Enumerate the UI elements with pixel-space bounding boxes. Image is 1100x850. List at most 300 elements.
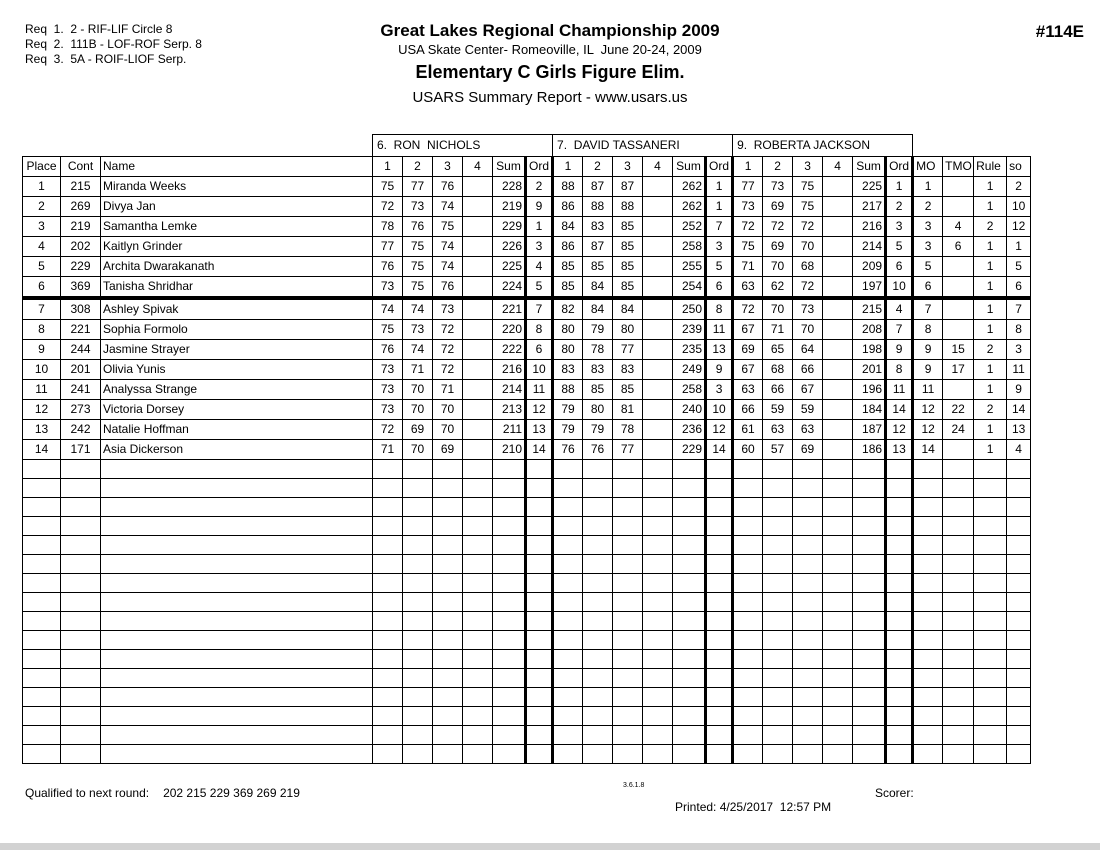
score-cell-4	[463, 237, 493, 257]
score-cell	[373, 574, 403, 593]
printed-label: Printed:	[675, 800, 717, 814]
score-cell: 80	[553, 340, 583, 360]
mo-cell: 3	[913, 217, 943, 237]
ord-cell	[526, 707, 553, 726]
sum-cell	[493, 574, 526, 593]
score-cell	[373, 612, 403, 631]
sum-cell: 197	[853, 277, 886, 299]
score-cell	[793, 707, 823, 726]
score-cell	[433, 574, 463, 593]
sum-cell: 211	[493, 420, 526, 440]
col-header-judge1-4: 4	[463, 157, 493, 177]
so-cell	[1007, 498, 1031, 517]
requirement-1: Req 1. 2 - RIF-LIF Circle 8	[25, 22, 173, 36]
empty-row	[23, 593, 1031, 612]
sum-cell: 220	[493, 320, 526, 340]
score-cell: 83	[553, 360, 583, 380]
score-cell: 70	[433, 420, 463, 440]
sum-cell: 252	[673, 217, 706, 237]
score-cell	[613, 479, 643, 498]
ord-cell	[706, 688, 733, 707]
score-cell: 85	[613, 380, 643, 400]
score-cell: 75	[403, 277, 433, 299]
result-row	[23, 257, 1031, 277]
score-cell	[643, 745, 673, 764]
rule-cell: 2	[974, 217, 1007, 237]
score-cell: 70	[793, 237, 823, 257]
ord-cell	[526, 517, 553, 536]
rule-cell	[974, 574, 1007, 593]
sum-cell	[853, 479, 886, 498]
judge-3-name: 9. ROBERTA JACKSON	[733, 135, 913, 157]
so-cell: 2	[1007, 177, 1031, 197]
empty-row	[23, 707, 1031, 726]
ord-cell	[526, 593, 553, 612]
so-cell: 12	[1007, 217, 1031, 237]
score-cell-4	[643, 400, 673, 420]
column-header-row	[23, 157, 1031, 177]
sum-cell: 258	[673, 380, 706, 400]
score-cell	[553, 555, 583, 574]
score-cell: 80	[583, 400, 613, 420]
so-cell	[1007, 612, 1031, 631]
mo-cell: 3	[913, 237, 943, 257]
sum-cell: 210	[493, 440, 526, 460]
score-cell	[763, 612, 793, 631]
place-cell: 14	[23, 440, 61, 460]
sum-cell: 217	[853, 197, 886, 217]
score-cell-4	[463, 360, 493, 380]
score-cell	[463, 479, 493, 498]
ord-cell: 12	[886, 420, 913, 440]
tmo-cell	[943, 669, 974, 688]
score-cell	[373, 460, 403, 479]
place-cell: 11	[23, 380, 61, 400]
sum-cell: 228	[493, 177, 526, 197]
mo-cell	[913, 688, 943, 707]
rule-cell: 2	[974, 400, 1007, 420]
score-cell	[433, 460, 463, 479]
score-cell	[733, 612, 763, 631]
ord-cell: 11	[526, 380, 553, 400]
name-cell: Asia Dickerson	[101, 440, 373, 460]
score-cell: 71	[433, 380, 463, 400]
score-cell	[643, 688, 673, 707]
cont-cell: 219	[61, 217, 101, 237]
sum-cell	[853, 536, 886, 555]
ord-cell	[706, 479, 733, 498]
cont-cell	[61, 688, 101, 707]
ord-cell	[526, 536, 553, 555]
score-cell: 67	[733, 360, 763, 380]
report-type-line: USARS Summary Report - www.usars.us	[412, 89, 688, 106]
place-cell	[23, 498, 61, 517]
score-cell: 85	[583, 257, 613, 277]
score-cell: 83	[583, 360, 613, 380]
rule-cell	[974, 460, 1007, 479]
col-header-tmo: TMO	[943, 157, 974, 177]
rule-cell: 1	[974, 177, 1007, 197]
venue-line: USA Skate Center- Romeoville, IL June 20-24, 2009	[398, 42, 702, 57]
sum-cell	[493, 612, 526, 631]
score-cell: 61	[733, 420, 763, 440]
score-cell	[553, 688, 583, 707]
score-cell	[733, 726, 763, 745]
sum-cell: 222	[493, 340, 526, 360]
score-cell	[643, 631, 673, 650]
score-cell: 69	[763, 197, 793, 217]
score-cell: 73	[763, 177, 793, 197]
score-cell-4	[643, 257, 673, 277]
requirement-3: Req 3. 5A - ROIF-LIOF Serp.	[25, 52, 187, 66]
sum-cell: 184	[853, 400, 886, 420]
score-cell-4	[643, 360, 673, 380]
so-cell: 6	[1007, 277, 1031, 299]
empty-row	[23, 650, 1031, 669]
mo-cell: 11	[913, 380, 943, 400]
rule-cell	[974, 707, 1007, 726]
col-header-so: so	[1007, 157, 1031, 177]
ord-cell: 3	[526, 237, 553, 257]
score-cell	[613, 555, 643, 574]
score-cell	[433, 479, 463, 498]
requirement-2: Req 2. 111B - LOF-ROF Serp. 8	[25, 37, 202, 51]
place-cell: 7	[23, 298, 61, 320]
ord-cell: 7	[886, 320, 913, 340]
score-cell: 76	[403, 217, 433, 237]
sum-cell	[673, 574, 706, 593]
score-cell: 85	[583, 380, 613, 400]
so-cell: 7	[1007, 298, 1031, 320]
competition-title: Great Lakes Regional Championship 2009	[380, 21, 720, 40]
place-cell: 1	[23, 177, 61, 197]
score-cell	[643, 517, 673, 536]
ord-cell: 1	[886, 177, 913, 197]
score-cell	[403, 479, 433, 498]
score-cell: 69	[793, 440, 823, 460]
ord-cell: 5	[706, 257, 733, 277]
name-cell: Miranda Weeks	[101, 177, 373, 197]
sum-cell: 216	[493, 360, 526, 380]
score-cell: 75	[373, 320, 403, 340]
score-cell: 69	[763, 237, 793, 257]
score-cell: 75	[793, 177, 823, 197]
rule-cell: 1	[974, 320, 1007, 340]
score-cell	[583, 460, 613, 479]
ord-cell: 10	[526, 360, 553, 380]
sum-cell: 219	[493, 197, 526, 217]
place-cell	[23, 745, 61, 764]
score-cell-4	[823, 237, 853, 257]
score-cell	[643, 669, 673, 688]
score-cell	[733, 745, 763, 764]
col-header-rule: Rule	[974, 157, 1007, 177]
score-cell	[403, 498, 433, 517]
ord-cell: 13	[886, 440, 913, 460]
mo-cell	[913, 479, 943, 498]
cont-cell	[61, 726, 101, 745]
score-cell	[553, 707, 583, 726]
score-cell: 79	[553, 400, 583, 420]
tmo-cell: 24	[943, 420, 974, 440]
so-cell	[1007, 593, 1031, 612]
mo-cell: 9	[913, 360, 943, 380]
score-cell: 71	[733, 257, 763, 277]
cont-cell	[61, 498, 101, 517]
score-cell	[763, 707, 793, 726]
score-cell	[433, 726, 463, 745]
mo-cell	[913, 745, 943, 764]
cont-cell	[61, 650, 101, 669]
name-cell: Natalie Hoffman	[101, 420, 373, 440]
ord-cell: 3	[886, 217, 913, 237]
ord-cell	[706, 669, 733, 688]
score-cell: 73	[403, 320, 433, 340]
place-cell: 2	[23, 197, 61, 217]
sum-cell: 209	[853, 257, 886, 277]
score-cell	[463, 669, 493, 688]
sum-cell	[853, 688, 886, 707]
tmo-cell	[943, 380, 974, 400]
ord-cell: 1	[526, 217, 553, 237]
score-cell	[763, 688, 793, 707]
score-cell-4	[463, 257, 493, 277]
ord-cell	[526, 555, 553, 574]
score-cell	[463, 574, 493, 593]
so-cell: 4	[1007, 440, 1031, 460]
score-cell: 83	[613, 360, 643, 380]
ord-cell	[706, 574, 733, 593]
mo-cell	[913, 650, 943, 669]
name-cell	[101, 536, 373, 555]
name-cell	[101, 688, 373, 707]
so-cell	[1007, 669, 1031, 688]
score-cell: 63	[793, 420, 823, 440]
score-cell	[793, 745, 823, 764]
tmo-cell: 17	[943, 360, 974, 380]
score-cell-4	[823, 440, 853, 460]
cont-cell	[61, 555, 101, 574]
score-cell: 74	[433, 257, 463, 277]
header-titles	[150, 20, 950, 107]
score-cell: 84	[583, 298, 613, 320]
place-cell: 5	[23, 257, 61, 277]
score-cell-4	[823, 320, 853, 340]
score-cell-4	[463, 177, 493, 197]
ord-cell	[706, 612, 733, 631]
score-cell-4	[463, 400, 493, 420]
score-cell	[463, 707, 493, 726]
score-cell	[583, 479, 613, 498]
sum-cell: 215	[853, 298, 886, 320]
mo-cell	[913, 536, 943, 555]
name-cell	[101, 574, 373, 593]
sum-cell: 214	[493, 380, 526, 400]
place-cell	[23, 555, 61, 574]
score-cell	[373, 631, 403, 650]
ord-cell: 1	[706, 197, 733, 217]
score-cell	[553, 745, 583, 764]
score-cell: 76	[433, 277, 463, 299]
tmo-cell	[943, 688, 974, 707]
empty-row	[23, 745, 1031, 764]
score-cell	[553, 593, 583, 612]
sum-cell: 225	[853, 177, 886, 197]
sum-cell: 240	[673, 400, 706, 420]
sum-cell: 254	[673, 277, 706, 299]
ord-cell: 7	[706, 217, 733, 237]
col-header-judge1-ord: Ord	[526, 157, 553, 177]
score-cell-4	[643, 197, 673, 217]
name-cell: Jasmine Strayer	[101, 340, 373, 360]
cont-cell	[61, 631, 101, 650]
ord-cell	[526, 726, 553, 745]
score-cell	[373, 688, 403, 707]
corner-blank-right	[913, 135, 1031, 157]
score-cell	[793, 536, 823, 555]
rule-cell: 1	[974, 237, 1007, 257]
sum-cell	[673, 479, 706, 498]
score-cell: 59	[763, 400, 793, 420]
score-cell-4	[823, 257, 853, 277]
score-cell	[373, 650, 403, 669]
sum-cell: 198	[853, 340, 886, 360]
score-cell	[373, 536, 403, 555]
ord-cell	[706, 498, 733, 517]
score-cell: 75	[433, 217, 463, 237]
score-cell: 73	[403, 197, 433, 217]
result-row	[23, 340, 1031, 360]
so-cell	[1007, 517, 1031, 536]
score-cell	[373, 479, 403, 498]
score-cell-4	[823, 197, 853, 217]
score-cell: 81	[613, 400, 643, 420]
score-cell: 77	[733, 177, 763, 197]
empty-row	[23, 669, 1031, 688]
qualified-label: Qualified to next round:	[25, 786, 150, 800]
sum-cell: 249	[673, 360, 706, 380]
score-cell	[403, 536, 433, 555]
sum-cell: 225	[493, 257, 526, 277]
score-cell	[613, 726, 643, 745]
score-cell	[583, 726, 613, 745]
result-row	[23, 400, 1031, 420]
score-cell	[733, 707, 763, 726]
so-cell	[1007, 707, 1031, 726]
rule-cell: 1	[974, 197, 1007, 217]
score-cell	[583, 555, 613, 574]
rule-cell	[974, 726, 1007, 745]
score-cell	[733, 688, 763, 707]
score-cell: 65	[763, 340, 793, 360]
score-cell-4	[463, 440, 493, 460]
score-cell: 70	[403, 400, 433, 420]
score-cell	[613, 536, 643, 555]
cont-cell: 273	[61, 400, 101, 420]
score-cell	[823, 574, 853, 593]
score-cell	[763, 650, 793, 669]
score-cell	[643, 498, 673, 517]
col-header-judge1-1: 1	[373, 157, 403, 177]
score-cell	[553, 669, 583, 688]
score-cell: 80	[613, 320, 643, 340]
ord-cell	[886, 726, 913, 745]
rule-cell: 1	[974, 440, 1007, 460]
score-cell	[403, 745, 433, 764]
ord-cell: 12	[706, 420, 733, 440]
score-cell: 79	[553, 420, 583, 440]
score-cell: 69	[403, 420, 433, 440]
qualified-line	[25, 786, 300, 800]
score-cell	[433, 707, 463, 726]
score-cell: 72	[433, 320, 463, 340]
score-cell: 72	[373, 420, 403, 440]
ord-cell: 1	[706, 177, 733, 197]
score-cell: 74	[433, 197, 463, 217]
ord-cell: 2	[526, 177, 553, 197]
result-row	[23, 217, 1031, 237]
score-cell	[553, 517, 583, 536]
score-cell: 72	[793, 217, 823, 237]
result-row	[23, 237, 1031, 257]
tmo-cell	[943, 555, 974, 574]
tmo-cell	[943, 726, 974, 745]
scorer-label: Scorer:	[875, 786, 914, 800]
mo-cell: 7	[913, 298, 943, 320]
cont-cell	[61, 479, 101, 498]
score-cell: 72	[793, 277, 823, 299]
sum-cell	[673, 593, 706, 612]
score-cell-4	[643, 440, 673, 460]
tmo-cell	[943, 460, 974, 479]
score-cell: 85	[553, 257, 583, 277]
tmo-cell	[943, 612, 974, 631]
score-cell-4	[463, 298, 493, 320]
empty-row	[23, 460, 1031, 479]
page-bottom-edge	[0, 843, 1100, 850]
sum-cell	[673, 707, 706, 726]
rule-cell: 1	[974, 257, 1007, 277]
ord-cell: 11	[706, 320, 733, 340]
score-cell	[463, 517, 493, 536]
score-cell: 76	[373, 340, 403, 360]
score-cell	[793, 593, 823, 612]
score-cell	[463, 612, 493, 631]
score-cell	[433, 745, 463, 764]
name-cell: Tanisha Shridhar	[101, 277, 373, 299]
judge-1-name: 6. RON NICHOLS	[373, 135, 553, 157]
place-cell	[23, 631, 61, 650]
empty-row	[23, 726, 1031, 745]
score-cell	[433, 612, 463, 631]
rule-cell	[974, 555, 1007, 574]
sum-cell	[673, 555, 706, 574]
ord-cell	[706, 536, 733, 555]
score-cell: 78	[613, 420, 643, 440]
ord-cell	[706, 707, 733, 726]
ord-cell	[526, 574, 553, 593]
score-cell: 57	[763, 440, 793, 460]
score-cell	[613, 460, 643, 479]
name-cell: Olivia Yunis	[101, 360, 373, 380]
ord-cell	[526, 612, 553, 631]
so-cell: 9	[1007, 380, 1031, 400]
ord-cell	[886, 574, 913, 593]
score-cell-4	[463, 340, 493, 360]
score-cell: 69	[433, 440, 463, 460]
empty-row	[23, 479, 1031, 498]
score-cell	[823, 498, 853, 517]
